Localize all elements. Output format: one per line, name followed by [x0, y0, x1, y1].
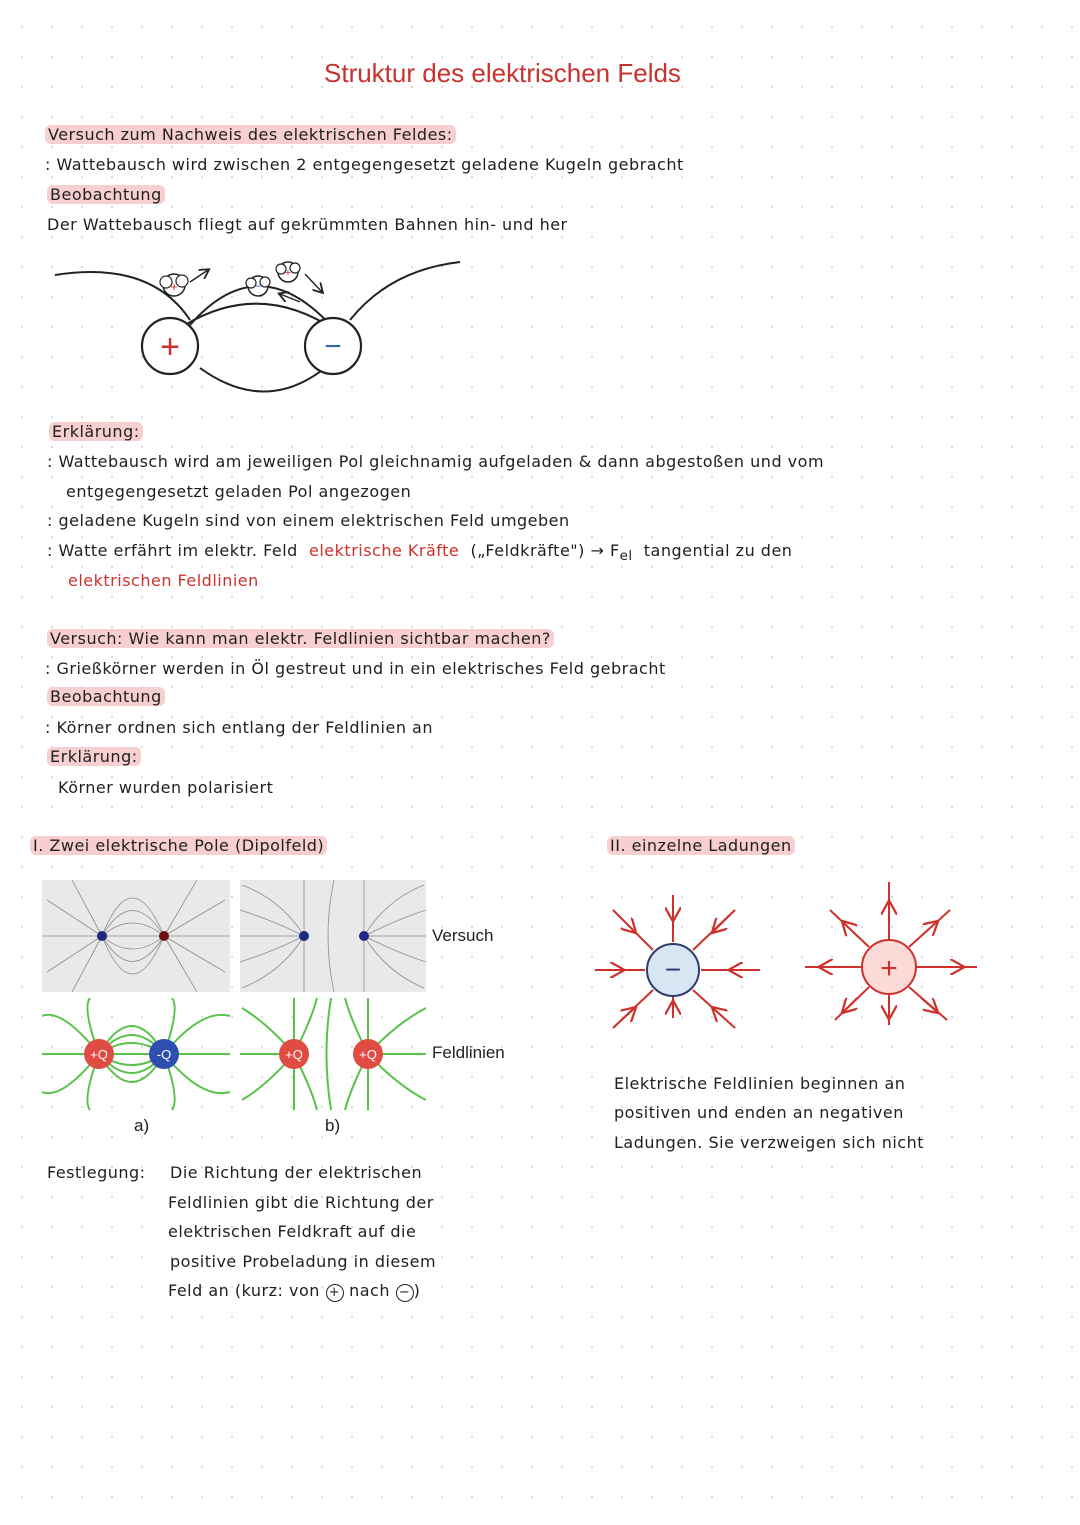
section2-text-2: positiven und enden an negativen: [614, 1103, 904, 1122]
svg-text:−: −: [254, 279, 262, 293]
single-charges-diagram: [595, 880, 985, 1030]
exp1-observation-label: Beobachtung: [47, 185, 165, 204]
exp2-explanation: Körner wurden polarisiert: [58, 778, 274, 797]
label-experiment: Versuch: [432, 926, 494, 945]
section2-text-1: Elektrische Feldlinien beginnen an: [614, 1074, 906, 1093]
cotton-ball-right: [276, 262, 300, 282]
dipole-experiment-photos: [42, 880, 426, 992]
definition-line-4: positive Probeladung in diesem: [170, 1252, 437, 1271]
exp2-observation-label: Beobachtung: [47, 687, 165, 706]
page-title: Struktur des elektrischen Felds: [324, 58, 681, 88]
dipole-fieldline-diagrams: [42, 998, 426, 1114]
cotton-ball-minus: [246, 276, 270, 296]
section1-heading: I. Zwei elektrische Pole (Dipolfeld): [30, 836, 327, 855]
exp1-observation: Der Wattebausch fliegt auf gekrümmten Bahnen hin- und her: [47, 215, 568, 234]
exp2-setup: : Grießkörner werden in Öl gestreut und in ein elektrisches Feld gebracht: [45, 659, 666, 678]
diagram-a-positive-label: +Q: [90, 1047, 108, 1062]
definition-label: Festlegung:: [47, 1163, 146, 1182]
definition-line-5: Feld an (kurz: von + nach − ): [168, 1281, 421, 1300]
sublabel-a: a): [134, 1116, 150, 1135]
exp1-setup: : Wattebausch wird zwischen 2 entgegengesetzt geladene Kugeln gebracht: [45, 155, 684, 174]
section2-heading: II. einzelne Ladungen: [607, 836, 795, 855]
arrow-icon: [305, 274, 322, 292]
exp1-explanation-label: Erklärung:: [49, 422, 143, 441]
diagram-a-field-lines: [42, 998, 230, 1110]
exp2-observation: : Körner ordnen sich entlang der Feldlinien an: [45, 718, 433, 737]
exp1-explanation-1: : Wattebausch wird am jeweiligen Pol gleichnamig aufgeladen & dann abgestoßen und vom: [47, 452, 825, 471]
photo-b-pole-right: [359, 931, 369, 941]
section2-text-3: Ladungen. Sie verzweigen sich nicht: [614, 1133, 924, 1152]
circled-plus-icon: +: [326, 1284, 344, 1302]
exp1-explanation-3: : Watte erfährt im elektr. Feld elektrische Kräfte („Feldkräfte") → $F_{el}$ tangential zu den: [47, 541, 793, 565]
diagram-b-label-left: +Q: [285, 1047, 303, 1062]
exp2-heading: Versuch: Wie kann man elektr. Feldlinien sichtbar machen?: [47, 629, 554, 648]
negative-charge-sign: −: [664, 954, 682, 985]
exp1-explanation-2: : geladene Kugeln sind von einem elektrischen Feld umgeben: [47, 511, 570, 530]
label-fieldlines: Feldlinien: [432, 1043, 505, 1062]
cotton-ball-diagram: [50, 250, 470, 400]
definition-line-1: Die Richtung der elektrischen: [170, 1163, 423, 1182]
circled-minus-icon: −: [396, 1284, 414, 1302]
diagram-b-label-right: +Q: [359, 1047, 377, 1062]
field-arc-bottom: [200, 368, 325, 392]
positive-sphere-sign: +: [160, 328, 180, 366]
arrow-icon: [190, 270, 208, 282]
positive-charge-sign: +: [880, 952, 898, 985]
diagram-a-negative-label: -Q: [156, 1047, 172, 1062]
exp2-explanation-label: Erklärung:: [47, 747, 141, 766]
exp1-explanation-1b: entgegengesetzt geladen Pol angezogen: [66, 482, 412, 501]
negative-sphere-sign: −: [324, 330, 342, 363]
definition-line-3: elektrischen Feldkraft auf die: [168, 1222, 417, 1241]
diagram-b-field-lines: [240, 998, 426, 1110]
exp1-heading: Versuch zum Nachweis des elektrischen Feldes:: [45, 125, 456, 144]
svg-text:+: +: [170, 279, 178, 294]
photo-b-pole-left: [299, 931, 309, 941]
field-arc-right: [350, 262, 460, 320]
sublabel-b: b): [325, 1116, 341, 1135]
photo-a-pole-positive: [159, 931, 169, 941]
definition-line-2: Feldlinien gibt die Richtung der: [168, 1193, 434, 1212]
svg-text:+: +: [284, 267, 292, 279]
photo-a-pole-negative: [97, 931, 107, 941]
exp1-explanation-3e: elektrischen Feldlinien: [68, 571, 259, 590]
